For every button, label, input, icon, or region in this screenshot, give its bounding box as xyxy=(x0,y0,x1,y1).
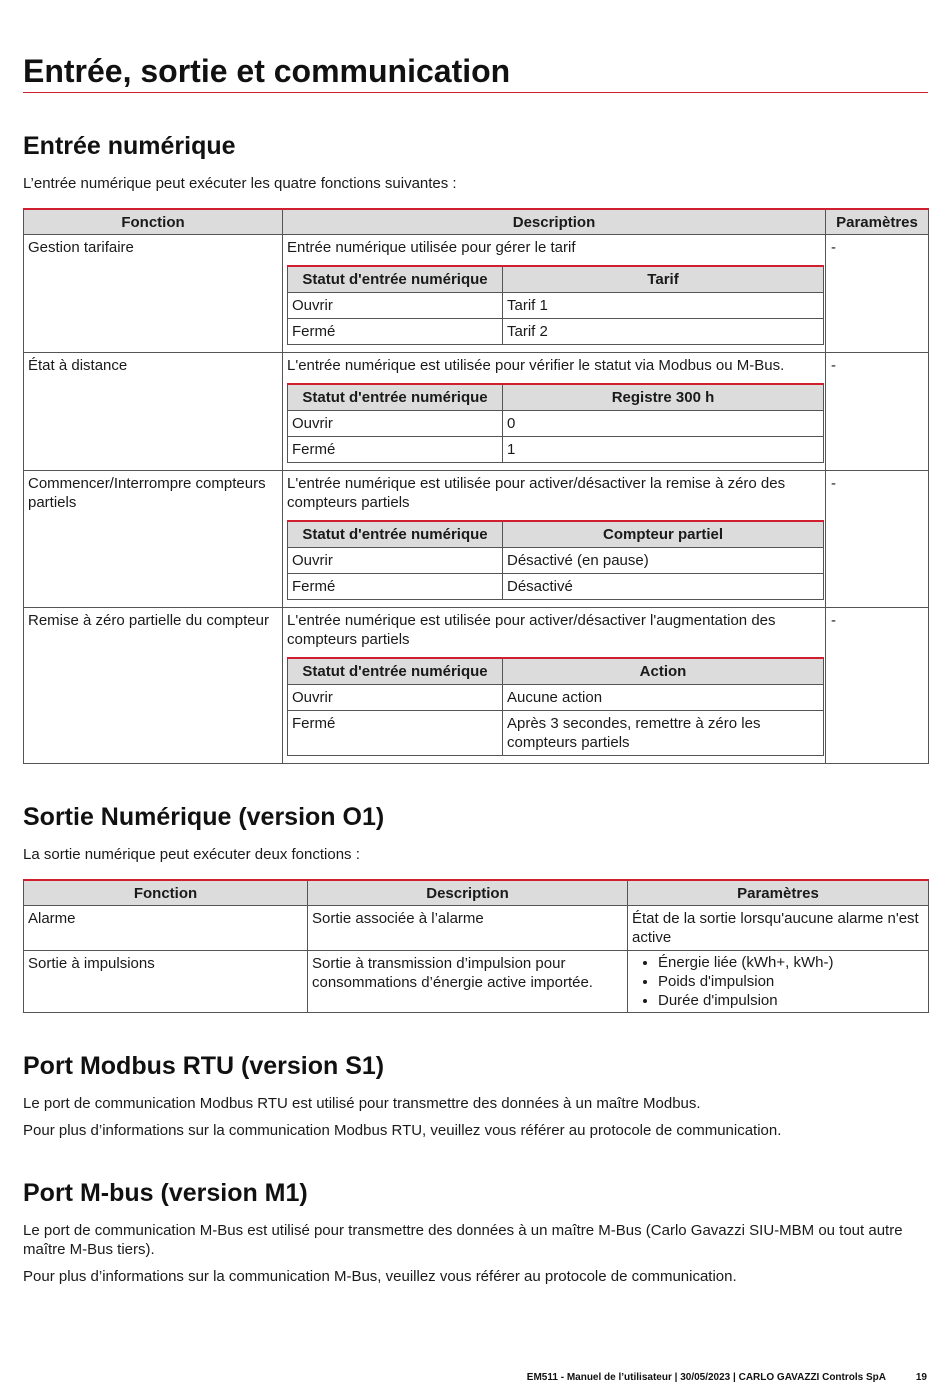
digital-input-intro: L’entrée numérique peut exécuter les quatre fonctions suivantes : xyxy=(23,175,457,192)
table-header-row xyxy=(24,209,929,235)
function-cell: Remise à zéro partielle du compteur xyxy=(24,608,283,764)
description-text: L'entrée numérique est utilisée pour activer/désactiver la remise à zéro des compteurs partiels xyxy=(287,475,786,511)
inner-status-cell: Ouvrir xyxy=(288,293,503,319)
modbus-paragraph-1: Le port de communication Modbus RTU est utilisé pour transmettre des données à un maître Modbus. xyxy=(23,1095,701,1112)
inner-table-row xyxy=(288,437,824,463)
table-row xyxy=(24,906,929,951)
inner-status-cell: Ouvrir xyxy=(288,411,503,437)
digital-output-table xyxy=(23,879,929,1013)
inner-status-cell: Fermé xyxy=(288,437,503,463)
function-cell: Commencer/Interrompre compteurs partiels xyxy=(24,471,283,608)
description-cell: Sortie associée à l’alarme xyxy=(308,906,628,951)
mbus-paragraph-2: Pour plus d’informations sur la communication M-Bus, veuillez vous référer au protocole de communication. xyxy=(23,1268,737,1285)
parameters-cell: - xyxy=(826,471,929,608)
footer-text: EM511 - Manuel de l’utilisateur | 30/05/2023 | CARLO GAVAZZI Controls SpA xyxy=(526,1372,886,1383)
inner-table-row xyxy=(288,685,824,711)
column-header-parameters: Paramètres xyxy=(826,209,929,235)
table-row xyxy=(24,608,929,764)
inner-status-cell: Fermé xyxy=(288,319,503,345)
table-row xyxy=(24,471,929,608)
inner-header-status: Statut d'entrée numérique xyxy=(288,266,503,293)
inner-value-cell: 0 xyxy=(503,411,824,437)
parameters-cell xyxy=(628,951,929,1013)
inner-table-row xyxy=(288,711,824,756)
parameters-cell: État de la sortie lorsqu'aucune alarme n'est active xyxy=(628,906,929,951)
inner-value-cell: 1 xyxy=(503,437,824,463)
inner-status-cell: Fermé xyxy=(288,711,503,756)
inner-header-value: Action xyxy=(503,658,824,685)
column-header-description: Description xyxy=(308,880,628,906)
list-item: • Poids d'impulsion xyxy=(658,972,924,991)
function-cell: Gestion tarifaire xyxy=(24,235,283,353)
page xyxy=(23,0,928,1286)
inner-table-row xyxy=(288,548,824,574)
inner-value-cell: Désactivé (en pause) xyxy=(503,548,824,574)
description-text: Entrée numérique utilisée pour gérer le tarif xyxy=(287,239,576,256)
inner-header-status: Statut d'entrée numérique xyxy=(288,521,503,548)
parameters-cell: - xyxy=(826,608,929,764)
inner-status-cell: Ouvrir xyxy=(288,685,503,711)
mbus-paragraph-1: Le port de communication M-Bus est utilisé pour transmettre des données à un maître M-Bus (Carlo Gavazzi SIU-MBM ou tout autre maître M-Bus tiers). xyxy=(23,1222,903,1258)
page-title: Entrée, sortie et communication xyxy=(23,0,928,93)
description-cell xyxy=(283,353,826,471)
inner-status-table xyxy=(287,383,824,463)
inner-table-row xyxy=(288,411,824,437)
inner-value-cell: Désactivé xyxy=(503,574,824,600)
inner-status-table xyxy=(287,657,824,756)
inner-value-cell: Tarif 2 xyxy=(503,319,824,345)
description-cell: Sortie à transmission d’impulsion pour consommations d’énergie active importée. xyxy=(308,951,628,1013)
description-cell xyxy=(283,235,826,353)
digital-output-intro: La sortie numérique peut exécuter deux fonctions : xyxy=(23,846,360,863)
parameters-cell: - xyxy=(826,235,929,353)
inner-status-table xyxy=(287,520,824,600)
inner-header-status: Statut d'entrée numérique xyxy=(288,658,503,685)
inner-value-cell: Tarif 1 xyxy=(503,293,824,319)
column-header-parameters: Paramètres xyxy=(628,880,929,906)
modbus-paragraph-2: Pour plus d’informations sur la communication Modbus RTU, veuillez vous référer au protocole de communication. xyxy=(23,1122,782,1139)
inner-value-cell: Après 3 secondes, remettre à zéro les compteurs partiels xyxy=(503,711,824,756)
table-row xyxy=(24,951,929,1013)
inner-header-value: Registre 300 h xyxy=(503,384,824,411)
table-header-row xyxy=(24,880,929,906)
list-item: • Durée d'impulsion xyxy=(658,991,924,1010)
inner-table-row xyxy=(288,319,824,345)
page-number: 19 xyxy=(915,1372,927,1383)
parameters-cell: - xyxy=(826,353,929,471)
column-header-description: Description xyxy=(283,209,826,235)
inner-status-cell: Fermé xyxy=(288,574,503,600)
inner-status-table xyxy=(287,265,824,345)
inner-table-row xyxy=(288,293,824,319)
function-cell: Alarme xyxy=(24,906,308,951)
inner-table-row xyxy=(288,574,824,600)
section-heading-digital-output: Sortie Numérique (version O1) xyxy=(23,803,385,831)
table-row xyxy=(24,353,929,471)
description-cell xyxy=(283,471,826,608)
inner-header-value: Tarif xyxy=(503,266,824,293)
description-cell xyxy=(283,608,826,764)
inner-status-cell: Ouvrir xyxy=(288,548,503,574)
column-header-function: Fonction xyxy=(24,209,283,235)
section-heading-digital-input: Entrée numérique xyxy=(23,132,236,160)
section-heading-mbus: Port M-bus (version M1) xyxy=(23,1179,308,1207)
function-cell: État à distance xyxy=(24,353,283,471)
section-heading-modbus: Port Modbus RTU (version S1) xyxy=(23,1052,385,1080)
function-cell: Sortie à impulsions xyxy=(24,951,308,1013)
column-header-function: Fonction xyxy=(24,880,308,906)
digital-input-table xyxy=(23,208,929,764)
table-row xyxy=(24,235,929,353)
inner-value-cell: Aucune action xyxy=(503,685,824,711)
inner-header-value: Compteur partiel xyxy=(503,521,824,548)
description-text: L'entrée numérique est utilisée pour activer/désactiver l'augmentation des compteurs partiels xyxy=(287,612,776,648)
inner-header-status: Statut d'entrée numérique xyxy=(288,384,503,411)
list-item: • Énergie liée (kWh+, kWh-) xyxy=(658,953,924,972)
parameters-list xyxy=(632,953,924,1010)
description-text: L'entrée numérique est utilisée pour vérifier le statut via Modbus ou M-Bus. xyxy=(287,357,785,374)
